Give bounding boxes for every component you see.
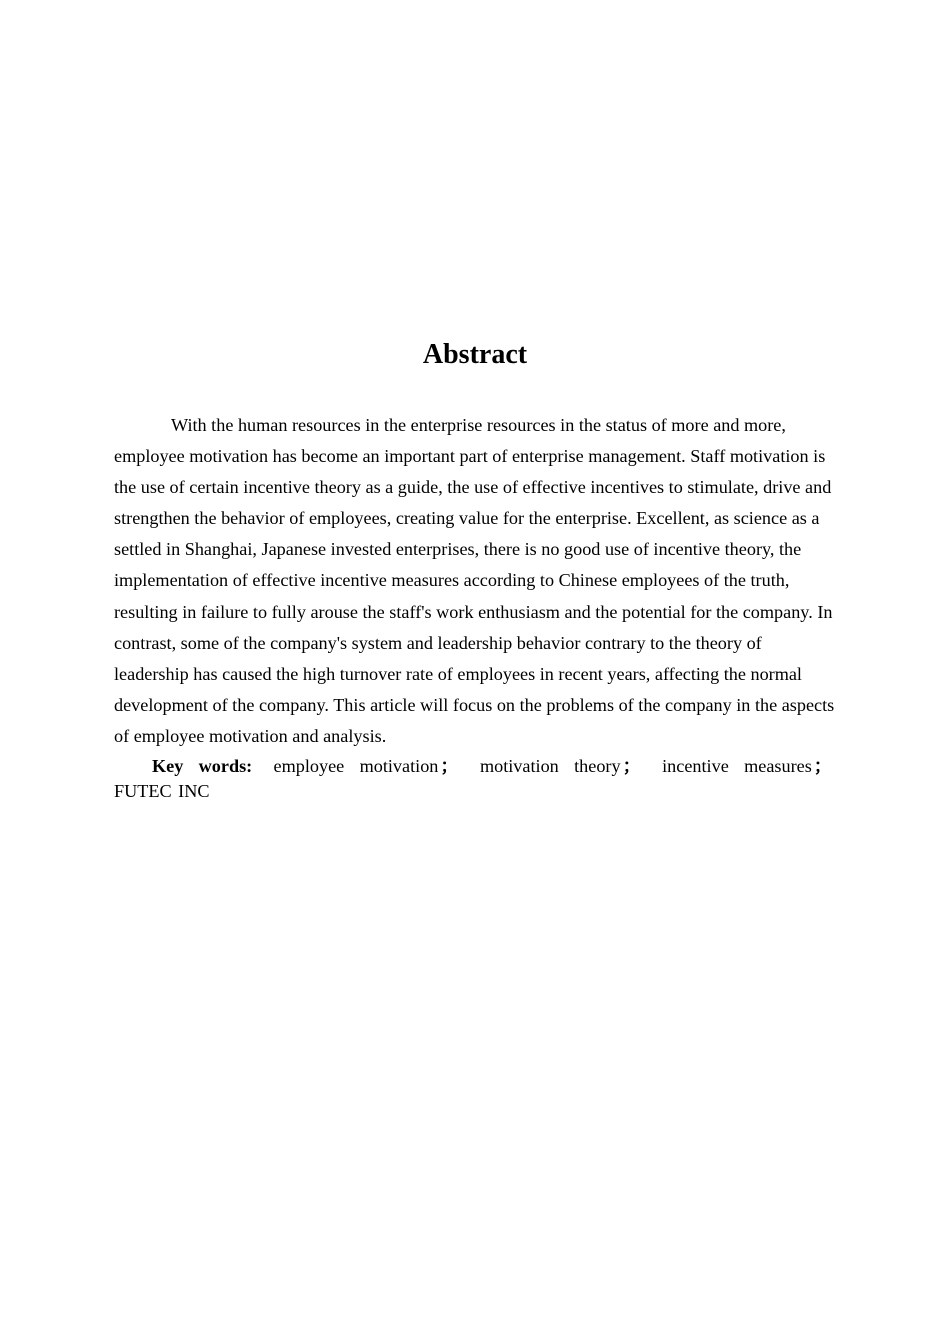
abstract-title: Abstract: [422, 339, 528, 370]
keyword-item: incentive measures: [662, 756, 812, 776]
keyword-separator: ；: [813, 756, 832, 776]
keywords-line: [114, 754, 838, 804]
keywords-label: Key words:: [152, 756, 253, 776]
keyword-separator: ；: [440, 756, 459, 776]
keyword-item: motivation theory: [479, 756, 621, 776]
keyword-item: FUTEC INC: [114, 781, 210, 801]
abstract-body-paragraph: With the human resources in the enterprise resources in the status of more and more, employee motivation has become an important part of enterprise management. Staff motivation is the use of certain incentive theory as a guide, the use of effective incentives to stimulate, drive and strengthen the behavior of employees, creating value for the enterprise. Excellent, as science as a settled in Shanghai, Japanese invested enterprises, there is no good use of incentive theory, the implementation of effective incentive measures according to Chinese employees of the truth, resulting in failure to fully arouse the staff's work enthusiasm and the potential for the company. In contrast, some of the company's system and leadership behavior contrary to the theory of leadership has caused the high turnover rate of employees in recent years, affecting the normal development of the company. This article will focus on the problems of the company in the aspects of employee motivation and analysis.: [114, 415, 835, 746]
keyword-separator: ；: [622, 756, 641, 776]
keyword-item: employee motivation: [273, 756, 439, 776]
